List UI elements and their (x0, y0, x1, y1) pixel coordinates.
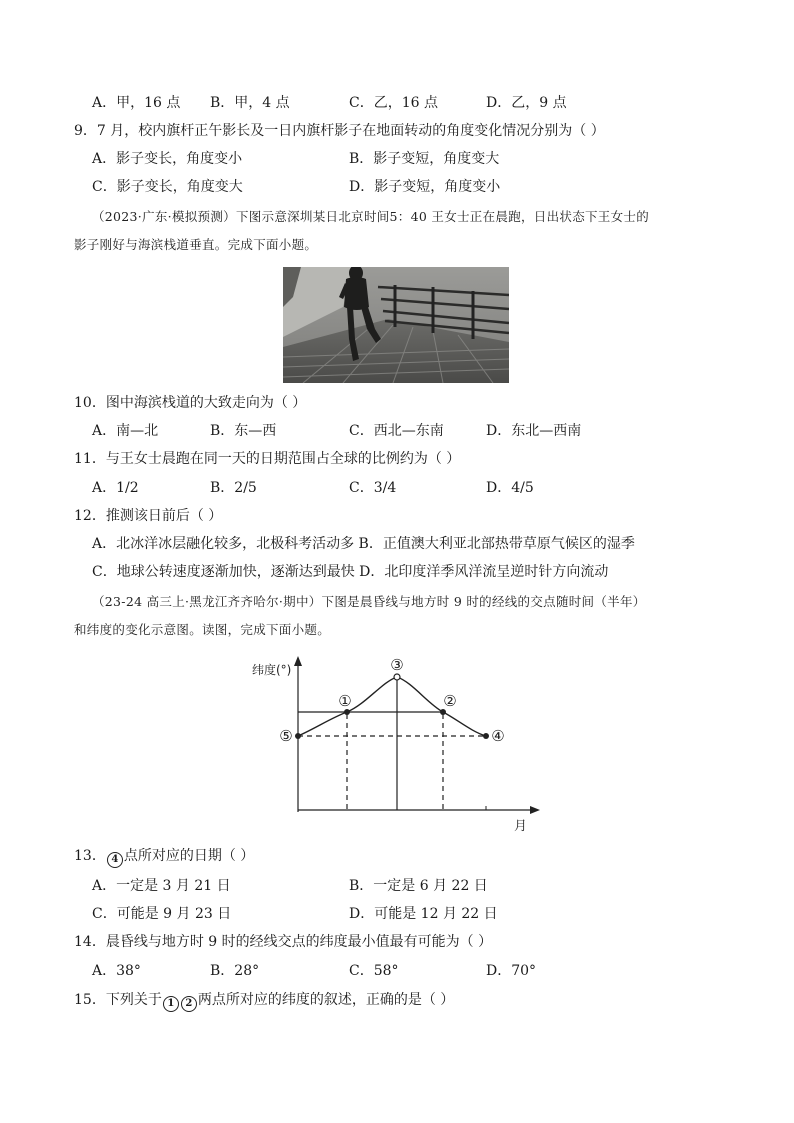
q15-stem-suffix: 两点所对应的纬度的叙述，正确的是（ ） (197, 992, 455, 1008)
intro1-line1: （2023·广东·模拟预测）下图示意深圳某日北京时间5：40 王女士正在晨跑，日出状态下王女士的 (92, 209, 649, 224)
label-point-1: ① (338, 692, 352, 710)
q15-stem-prefix: 15．下列关于 (74, 992, 162, 1008)
q8-option-d: D．乙，9 点 (486, 95, 567, 111)
q13-stem-suffix: 点所对应的日期（ ） (123, 848, 255, 864)
intro2-line2: 和纬度的变化示意图。读图，完成下面小题。 (74, 622, 331, 637)
q14-option-b: B．28° (210, 963, 260, 979)
label-point-2: ② (443, 692, 457, 710)
q10-option-d: D．东北—西南 (486, 423, 582, 439)
q9-option-d: D．影子变短，角度变小 (349, 179, 501, 195)
q11-option-a: A．1/2 (92, 480, 139, 496)
q13-stem-prefix: 13． (74, 848, 106, 864)
q10-stem: 10．图中海滨栈道的大致走向为（ ） (74, 395, 307, 411)
intro2-line1: （23-24 高三上·黑龙江齐齐哈尔·期中）下图是晨昏线与地方时 9 时的经线的交点随时间（半年） (92, 594, 646, 609)
q15-stem (74, 990, 454, 1012)
q12-stem: 12．推测该日前后（ ） (74, 508, 223, 524)
intro1-line2: 影子刚好与海滨栈道垂直。完成下面小题。 (74, 237, 318, 252)
q10-option-a: A．南—北 (92, 423, 159, 439)
q8-option-b: B．甲，4 点 (210, 95, 290, 111)
q10-option-c: C．西北—东南 (349, 423, 444, 439)
q13-option-d: D．可能是 12 月 22 日 (349, 906, 498, 922)
label-point-5: ⑤ (279, 727, 293, 745)
q9-option-b: B．影子变短，角度变大 (349, 151, 500, 167)
q13-point-4-circle: 4 (107, 852, 123, 868)
x-axis-label: 月 (514, 819, 528, 834)
latitude-chart (246, 652, 546, 841)
y-axis-arrow (294, 656, 302, 666)
point-4 (483, 733, 489, 739)
q12-options-line1: A．北冰洋冰层融化较多，北极科考活动多 B．正值澳大利亚北部热带草原气候区的湿季 (92, 536, 635, 552)
q9-option-c: C．影子变长，角度变大 (92, 179, 243, 195)
x-axis-arrow (530, 806, 540, 814)
q13-option-b: B．一定是 6 月 22 日 (349, 878, 488, 894)
q11-option-c: C．3/4 (349, 480, 397, 496)
q8-option-c: C．乙，16 点 (349, 95, 438, 111)
q14-option-c: C．58° (349, 963, 399, 979)
label-point-4: ④ (491, 727, 505, 745)
q13-stem (74, 846, 254, 868)
latitude-curve (298, 677, 486, 736)
y-axis-label: 纬度(°) (252, 663, 292, 677)
q14-option-d: D．70° (486, 963, 537, 979)
q13-option-a: A．一定是 3 月 21 日 (92, 878, 231, 894)
label-point-3: ③ (390, 656, 404, 674)
q14-option-a: A．38° (92, 963, 141, 979)
q14-stem: 14．晨昏线与地方时 9 时的经线交点的纬度最小值最有可能为（ ） (74, 934, 493, 950)
q12-options-line2: C．地球公转速度逐渐加快，逐渐达到最快 D．北印度洋季风洋流呈逆时针方向流动 (92, 564, 609, 580)
q10-option-b: B．东—西 (210, 423, 277, 439)
q15-point-1-circle: 1 (163, 996, 179, 1012)
q11-stem: 11．与王女士晨跑在同一天的日期范围占全球的比例约为（ ） (74, 451, 461, 467)
q11-option-b: B．2/5 (210, 480, 257, 496)
q11-option-d: D．4/5 (486, 480, 534, 496)
q9-option-a: A．影子变长，角度变小 (92, 151, 243, 167)
point-3 (394, 674, 400, 680)
q15-point-2-circle: 2 (181, 996, 197, 1012)
q9-stem: 9．7 月，校内旗杆正午影长及一日内旗杆影子在地面转动的角度变化情况分别为（ ） (74, 123, 605, 139)
boardwalk-runner-photo (283, 267, 509, 383)
q13-option-c: C．可能是 9 月 23 日 (92, 906, 232, 922)
q8-option-a: A．甲，16 点 (92, 95, 181, 111)
point-5 (295, 733, 301, 739)
